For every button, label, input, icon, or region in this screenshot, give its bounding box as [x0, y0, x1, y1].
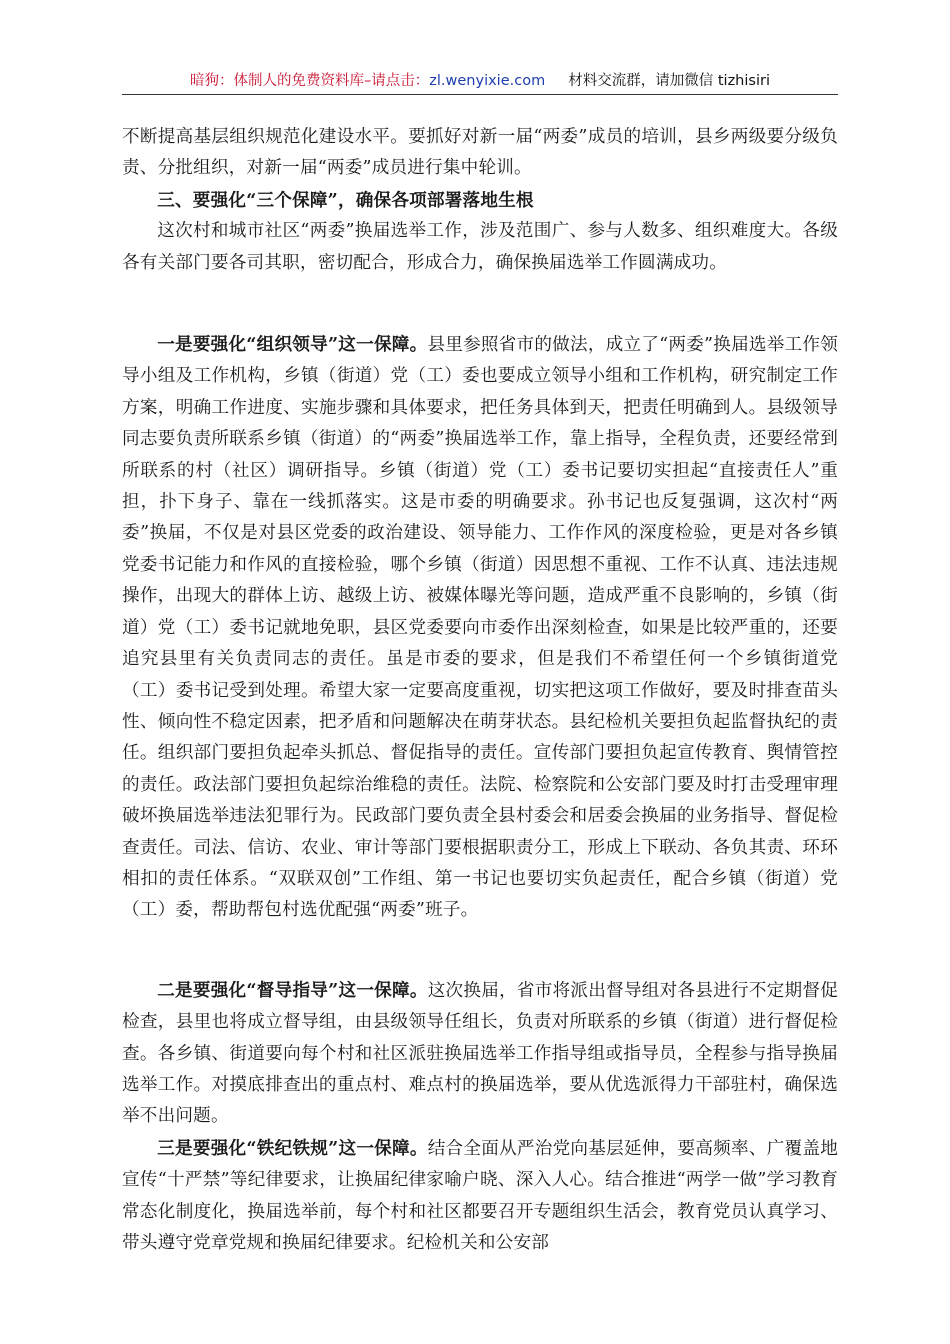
paragraph-continuation: 不断提高基层组织规范化建设水平。要抓好对新一届“两委”成员的培训，县乡两级要分级负责、分批组织，对新一届“两委”成员进行集中轮训。	[122, 127, 838, 179]
document-body	[122, 122, 838, 1259]
header-contact: 材料交流群，请加微信 tizhisiri	[568, 73, 770, 89]
paragraph-body-3: 结合全面从严治党向基层延伸，要高频率、广覆盖地宣传“十严禁”等纪律要求，让换届纪律家喻户晓、深入人心。结合推进“两学一做”学习教育常态化制度化，换届选举前，每个村和社区都要召开专题组织生活会，教育党员认真学习、带头遵守党章党规和换届纪律要求。纪检机关和公安部	[122, 1138, 838, 1253]
header-link-prefix: –请点击：	[364, 73, 430, 89]
paragraph-supervision	[122, 975, 838, 1133]
paragraph-lead-1: 一是要强化“组织领导”这一保障。	[157, 334, 428, 356]
header-link[interactable]: zl.wenyixie.com	[429, 73, 546, 89]
paragraph-organization-leadership	[122, 329, 838, 927]
paragraph-discipline	[122, 1133, 838, 1260]
header-site-name: 暗狗：体制人的免费资料库	[190, 73, 365, 89]
paragraph-body-2: 这次换届，省市将派出督导组对各县进行不定期督促检查，县里也将成立督导组，由县级领导任组长，负责对所联系的乡镇（街道）进行督促检查。各乡镇、街道要向每个村和社区派驻换届选举工作指导组或指导员，全程参与指导换届选举工作。对摸底排查出的重点村、难点村的换届选举，要从优选派得力干部驻村，确保选举不出问题。	[122, 980, 838, 1127]
paragraph-body-1: 县里参照省市的做法，成立了“两委”换届选举工作领导小组及工作机构，乡镇（街道）党（工）委也要成立领导小组和工作机构，研究制定工作方案，明确工作进度、实施步骤和具体要求，把任务具体到天，把责任明确到人。县级领导同志要负责所联系乡镇（街道）的“两委”换届选举工作，靠上指导，全程负责，还要经常到所联系的村（社区）调研指导。乡镇（街道）党（工）委书记要切实担起“直接责任人”重担，扑下身子、靠在一线抓落实。这是市委的明确要求。孙书记也反复强调，这次村“两委”换届，不仅是对县区党委的政治建设、领导能力、工作作风的深度检验，更是对各乡镇党委书记能力和作风的直接检验，哪个乡镇（街道）因思想不重视、工作不认真、违法违规操作，出现大的群体上访、越级上访、被媒体曝光等问题，造成严重不良影响的，乡镇（街道）党（工）委书记就地免职，县区党委要向市委作出深刻检查，如果是比较严重的，还要追究县里有关负责同志的责任。虽是市委的要求，但是我们不希望任何一个乡镇街道党（工）委书记受到处理。希望大家一定要高度重视，切实把这项工作做好，要及时排查苗头性、倾向性不稳定因素，把矛盾和问题解决在萌芽状态。县纪检机关要担负起监督执纪的责任。组织部门要担负起牵头抓总、督促指导的责任。宣传部门要担负起宣传教育、舆情管控的责任。政法部门要担负起综治维稳的责任。法院、检察院和公安部门要及时打击受理审理破坏换届选举违法犯罪行为。民政部门要负责全县村委会和居委会换届的业务指导、督促检查责任。司法、信访、农业、审计等部门要根据职责分工，形成上下联动、各负其责、环环相扣的责任体系。“双联双创”工作组、第一书记也要切实负起责任，配合乡镇（街道）党（工）委，帮助帮包村选优配强“两委”班子。	[122, 335, 838, 921]
paragraph-gap	[122, 927, 838, 975]
header-divider	[122, 94, 838, 95]
page-header	[122, 70, 838, 94]
paragraph-lead-3: 三是要强化“铁纪铁规”这一保障。	[157, 1137, 428, 1159]
section-heading: 三、要强化“三个保障”，确保各项部署落地生根	[157, 189, 534, 211]
paragraph-intro: 这次村和城市社区“两委”换届选举工作，涉及范围广、参与人数多、组织难度大。各级各有关部门要各司其职，密切配合，形成合力，确保换届选举工作圆满成功。	[122, 221, 838, 273]
paragraph-gap	[122, 279, 838, 329]
paragraph-lead-2: 二是要强化“督导指导”这一保障。	[157, 979, 428, 1001]
